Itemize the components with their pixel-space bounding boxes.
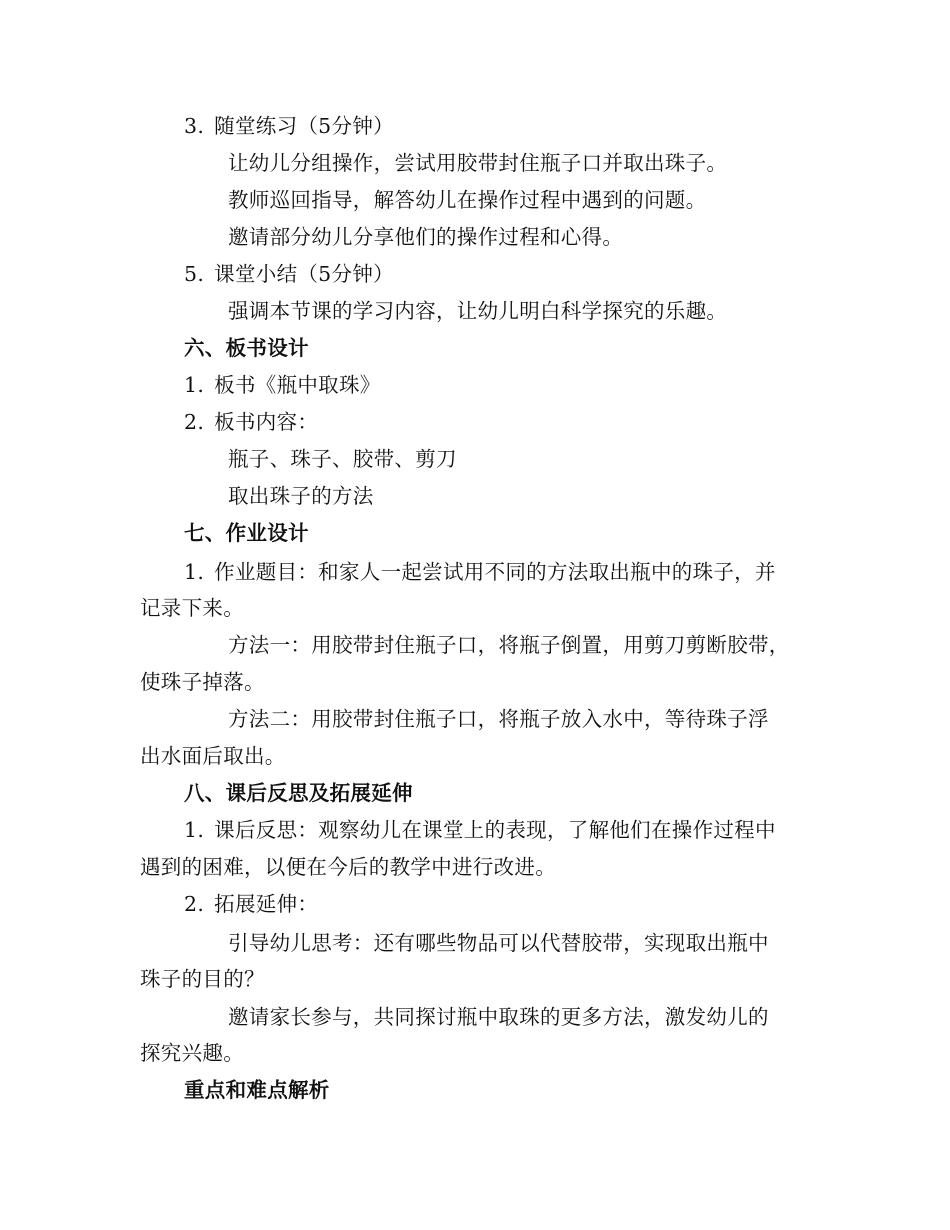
paragraph-line: 取出珠子的方法 xyxy=(228,484,374,508)
list-number: 2. xyxy=(184,892,205,916)
list-number: 5. xyxy=(184,262,205,286)
section-heading: 重点和难点解析 xyxy=(184,1078,330,1102)
paragraph-line: 强调本节课的学习内容，让幼儿明白科学探究的乐趣。 xyxy=(228,299,728,323)
list-item xyxy=(184,890,318,918)
list-item xyxy=(184,408,318,436)
list-item xyxy=(184,558,776,586)
paragraph-line: 珠子的目的？ xyxy=(140,967,265,991)
list-item xyxy=(184,260,394,288)
list-item xyxy=(184,816,776,844)
paragraph-line: 遇到的困难，以便在今后的教学中进行改进。 xyxy=(140,855,556,879)
paragraph-line: 教师巡回指导，解答幼儿在操作过程中遇到的问题。 xyxy=(228,188,707,212)
paragraph-line: 方法二：用胶带封住瓶子口，将瓶子放入水中，等待珠子浮 xyxy=(228,707,769,731)
list-item xyxy=(184,112,394,140)
list-text: 随堂练习（5分钟） xyxy=(214,114,394,138)
list-text: 板书《瓶中取珠》 xyxy=(214,373,381,397)
paragraph-line: 使珠子掉落。 xyxy=(140,670,265,694)
list-text: 作业题目：和家人一起尝试用不同的方法取出瓶中的珠子，并 xyxy=(214,560,776,584)
paragraph-line: 出水面后取出。 xyxy=(140,744,286,768)
paragraph-line: 探究兴趣。 xyxy=(140,1041,244,1065)
list-number: 1. xyxy=(184,560,205,584)
section-heading: 六、板书设计 xyxy=(184,336,309,360)
list-text: 板书内容： xyxy=(214,410,319,434)
list-text: 课堂小结（5分钟） xyxy=(214,262,394,286)
paragraph-line: 方法一：用胶带封住瓶子口，将瓶子倒置，用剪刀剪断胶带， xyxy=(228,633,790,657)
list-text: 课后反思：观察幼儿在课堂上的表现，了解他们在操作过程中 xyxy=(214,818,776,842)
paragraph-line: 邀请家长参与，共同探讨瓶中取珠的更多方法，激发幼儿的 xyxy=(228,1005,769,1029)
list-number: 3. xyxy=(184,114,205,138)
list-text: 拓展延伸： xyxy=(214,892,319,916)
paragraph-line: 记录下来。 xyxy=(140,596,244,620)
list-number: 1. xyxy=(184,818,205,842)
list-number: 1. xyxy=(184,373,205,397)
paragraph-line: 让幼儿分组操作，尝试用胶带封住瓶子口并取出珠子。 xyxy=(228,151,728,175)
list-number: 2. xyxy=(184,410,205,434)
paragraph-line: 邀请部分幼儿分享他们的操作过程和心得。 xyxy=(228,225,624,249)
paragraph-line: 瓶子、珠子、胶带、剪刀 xyxy=(228,447,457,471)
section-heading: 七、作业设计 xyxy=(184,521,309,545)
paragraph-line: 引导幼儿思考：还有哪些物品可以代替胶带，实现取出瓶中 xyxy=(228,931,769,955)
section-heading: 八、课后反思及拓展延伸 xyxy=(184,781,413,805)
list-item xyxy=(184,371,381,399)
